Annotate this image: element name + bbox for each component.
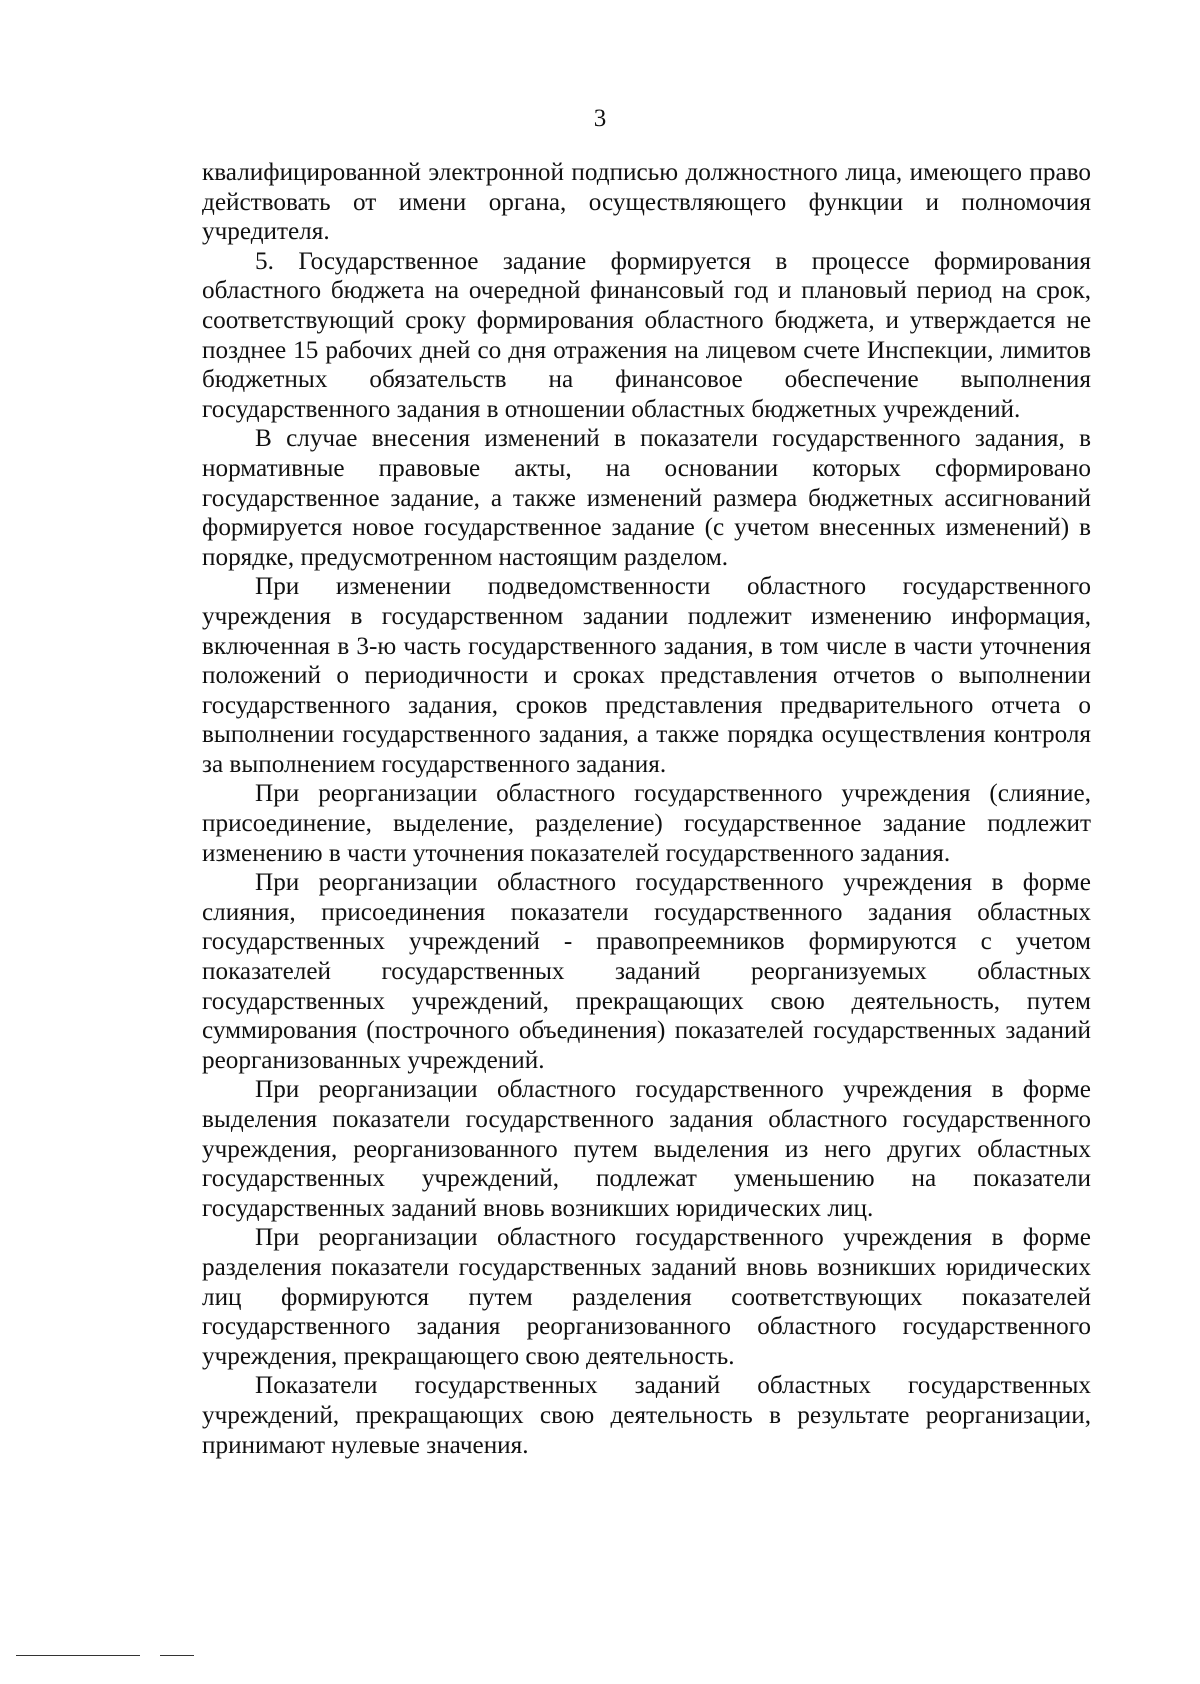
- paragraph-reorganization: При реорганизации областного государственного учреждения (слияние, присоединение, выделение, разделение) государственное задание подлежит изменению в части уточнения показателей государственного задания.: [202, 780, 1091, 867]
- footer-rule-short: [160, 1655, 194, 1656]
- paragraph-spin-off: При реорганизации областного государственного учреждения в форме выделения показатели государственного задания областного государственного учреждения, реорганизованного путем выделения из него других областных государственных учреждений, подлежат уменьшению на показатели государственных заданий вновь возникших юридических лиц.: [202, 1076, 1091, 1222]
- footer-rule-long: [16, 1655, 140, 1656]
- paragraph-changes: В случае внесения изменений в показатели государственного задания, в нормативные правовые акты, на основании которых сформировано государственное задание, а также изменений размера бюджетных ассигнований формируется новое государственное задание (с учетом внесенных изменений) в порядке, предусмотренном настоящим разделом.: [202, 425, 1091, 571]
- paragraph-zero-values: Показатели государственных заданий областных государственных учреждений, прекращающих свою деятельность в результате реорганизации, принимают нулевые значения.: [202, 1372, 1091, 1459]
- paragraph-continuation: квалифицированной электронной подписью должностного лица, имеющего право действовать от имени органа, осуществляющего функции и полномочия учредителя.: [202, 159, 1091, 246]
- paragraph-merger: При реорганизации областного государственного учреждения в форме слияния, присоединения показатели государственного задания областных государственных учреждений - правопреемников формируются с учетом показателей государственных заданий реорганизуемых областных государственных учреждений, прекращающих свою деятельность, путем суммирования (построчного объединения) показателей государственных заданий реорганизованных учреждений.: [202, 869, 1091, 1074]
- page-number: 3: [593, 105, 607, 132]
- paragraph-item-5: 5. Государственное задание формируется в процессе формирования областного бюджета на очередной финансовый год и плановый период на срок, соответствующий сроку формирования областного бюджета, и утверждается не позднее 15 рабочих дней со дня отражения на лицевом счете Инспекции, лимитов бюджетных обязательств на финансовое обеспечение выполнения государственного задания в отношении областных бюджетных учреждений.: [202, 247, 1091, 423]
- paragraph-subordination-change: При изменении подведомственности областного государственного учреждения в государственном задании подлежит изменению информация, включенная в 3-ю часть государственного задания, в том числе в части уточнения положений о периодичности и сроках представления отчетов о выполнении государственного задания, сроков представления предварительного отчета о выполнении государственного задания, а также порядка осуществления контроля за выполнением государственного задания.: [202, 573, 1091, 778]
- paragraph-division: При реорганизации областного государственного учреждения в форме разделения показатели государственных заданий вновь возникших юридических лиц формируются путем разделения соответствующих показателей государственного задания реорганизованного областного государственного учреждения, прекращающего свою деятельность.: [202, 1224, 1091, 1370]
- document-body: [202, 158, 1091, 1460]
